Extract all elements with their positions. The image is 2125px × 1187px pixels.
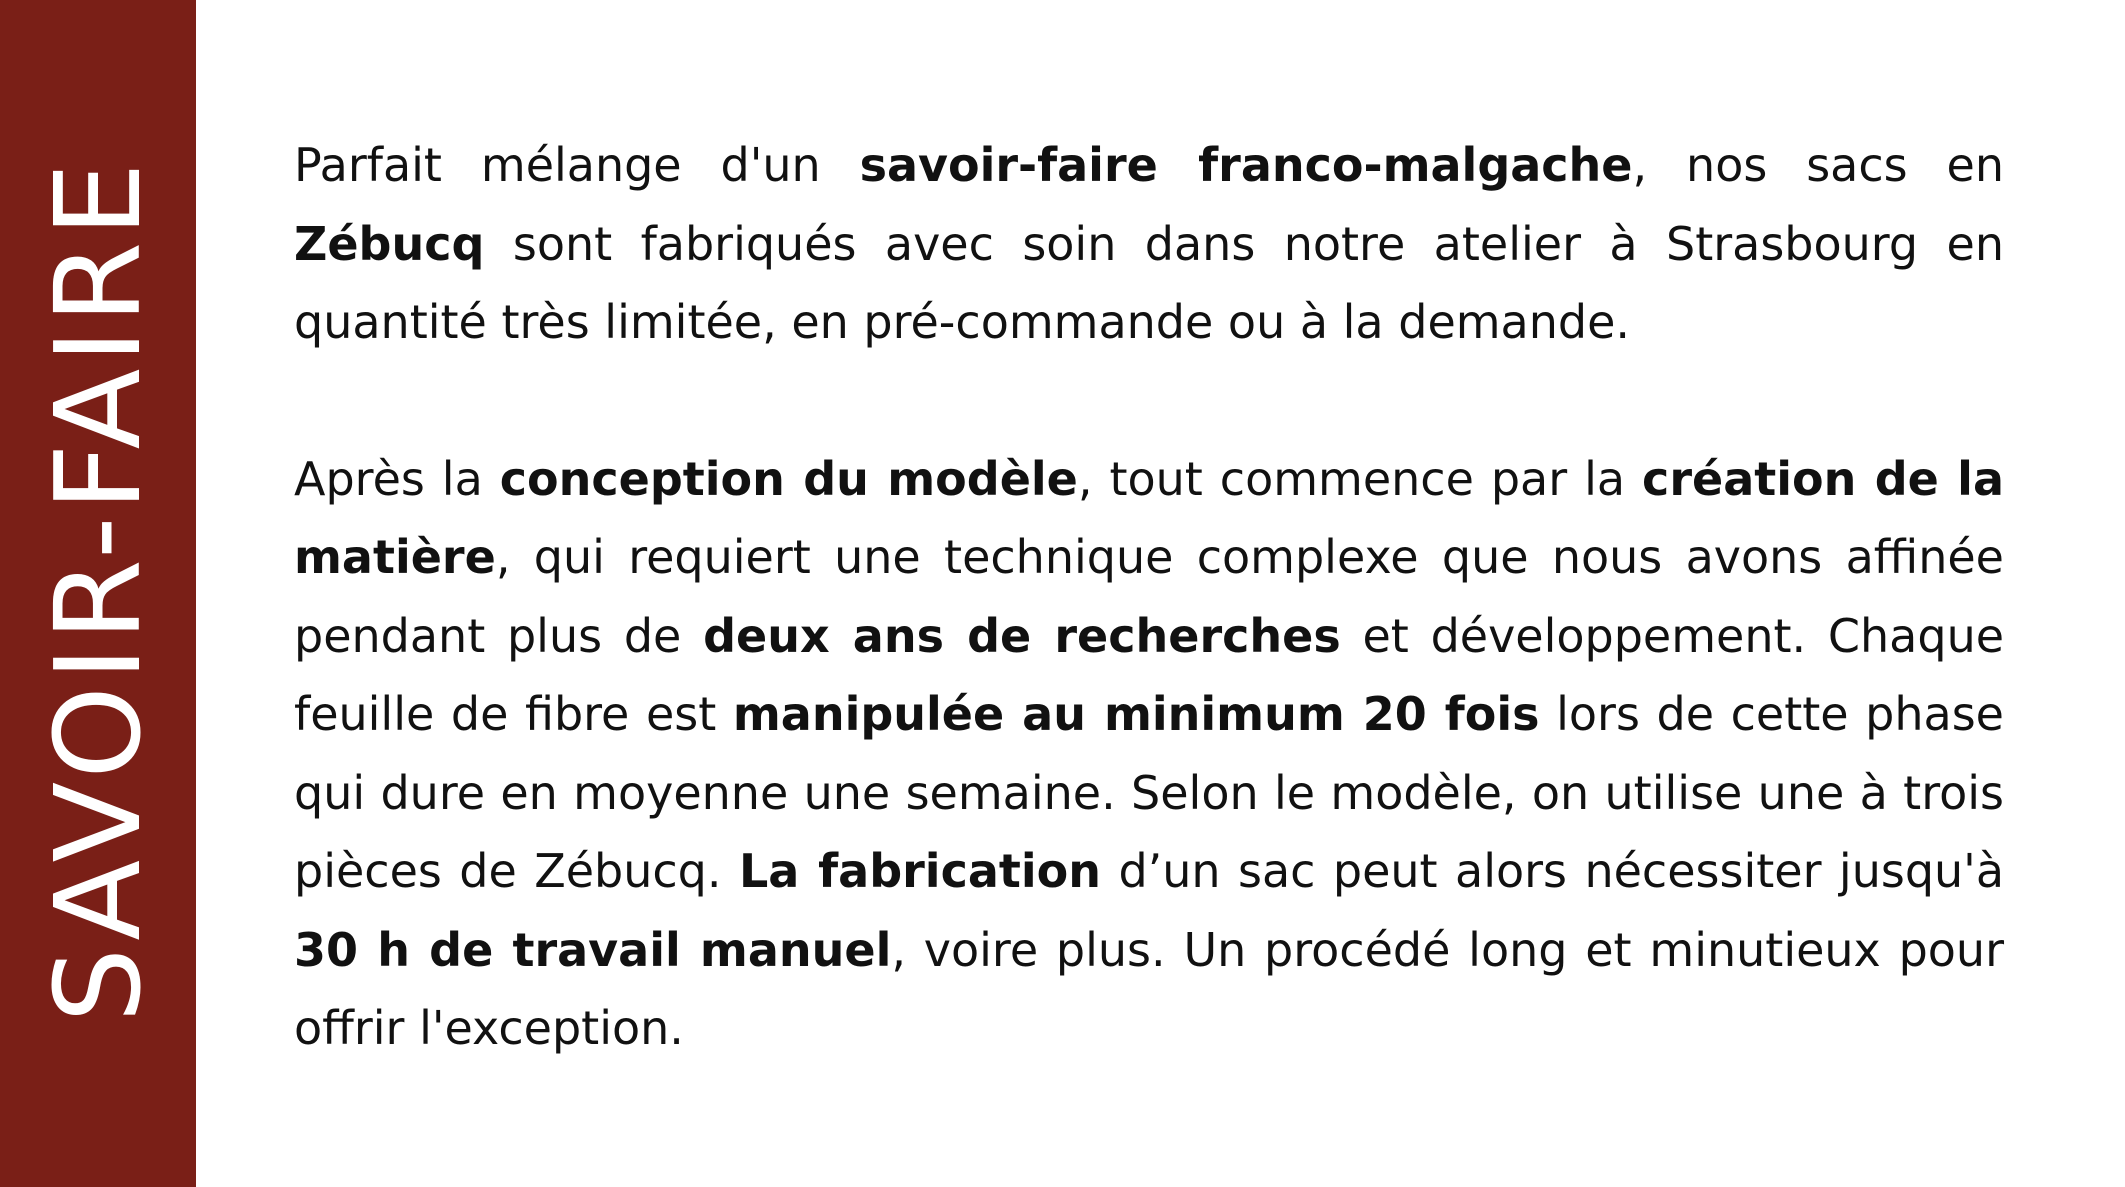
paragraph-intro bbox=[294, 126, 2004, 362]
text-run: , tout commence par la bbox=[1077, 451, 1643, 506]
emphasis-text: manipulée au minimum 20 fois bbox=[732, 687, 1540, 741]
vertical-title: SAVOIR-FAIRE bbox=[29, 157, 167, 1023]
text-run: , voire plus. Un procédé long et minutieux pour offrir l'exception. bbox=[294, 922, 2004, 1055]
emphasis-text: La fabrication bbox=[738, 844, 1101, 898]
emphasis-text: deux ans de recherches bbox=[703, 608, 1341, 663]
text-run: , qui requiert une technique complexe que nous avons affinée pendant plus de bbox=[294, 530, 2004, 663]
text-run: lors de cette phase qui dure en moyenne une semaine. Selon le modèle, on utilise une à trois pièces de Zébucq. bbox=[294, 687, 2004, 898]
sidebar-banner bbox=[0, 0, 196, 1187]
main-text bbox=[294, 126, 2004, 1068]
text-run: , nos sacs en bbox=[1632, 138, 2004, 192]
text-run: Après la bbox=[294, 451, 500, 506]
emphasis-text: savoir-faire franco-malgache bbox=[859, 138, 1633, 192]
text-run: sont fabriqués avec soin dans notre atelier à Strasbourg en quantité très limitée, en pré-commande ou à la demande. bbox=[294, 216, 2004, 349]
text-run: Parfait mélange d'un bbox=[294, 138, 860, 192]
emphasis-text: 30 h de travail manuel bbox=[294, 922, 892, 977]
text-run: d’un sac peut alors nécessiter jusqu'à bbox=[1101, 844, 2005, 898]
emphasis-text: création de la matière bbox=[294, 451, 2004, 584]
paragraph-process bbox=[294, 440, 2004, 1068]
emphasis-text: conception du modèle bbox=[499, 451, 1078, 506]
emphasis-text: Zébucq bbox=[294, 216, 485, 271]
text-run: et développement. Chaque feuille de fibre est bbox=[294, 608, 2005, 741]
